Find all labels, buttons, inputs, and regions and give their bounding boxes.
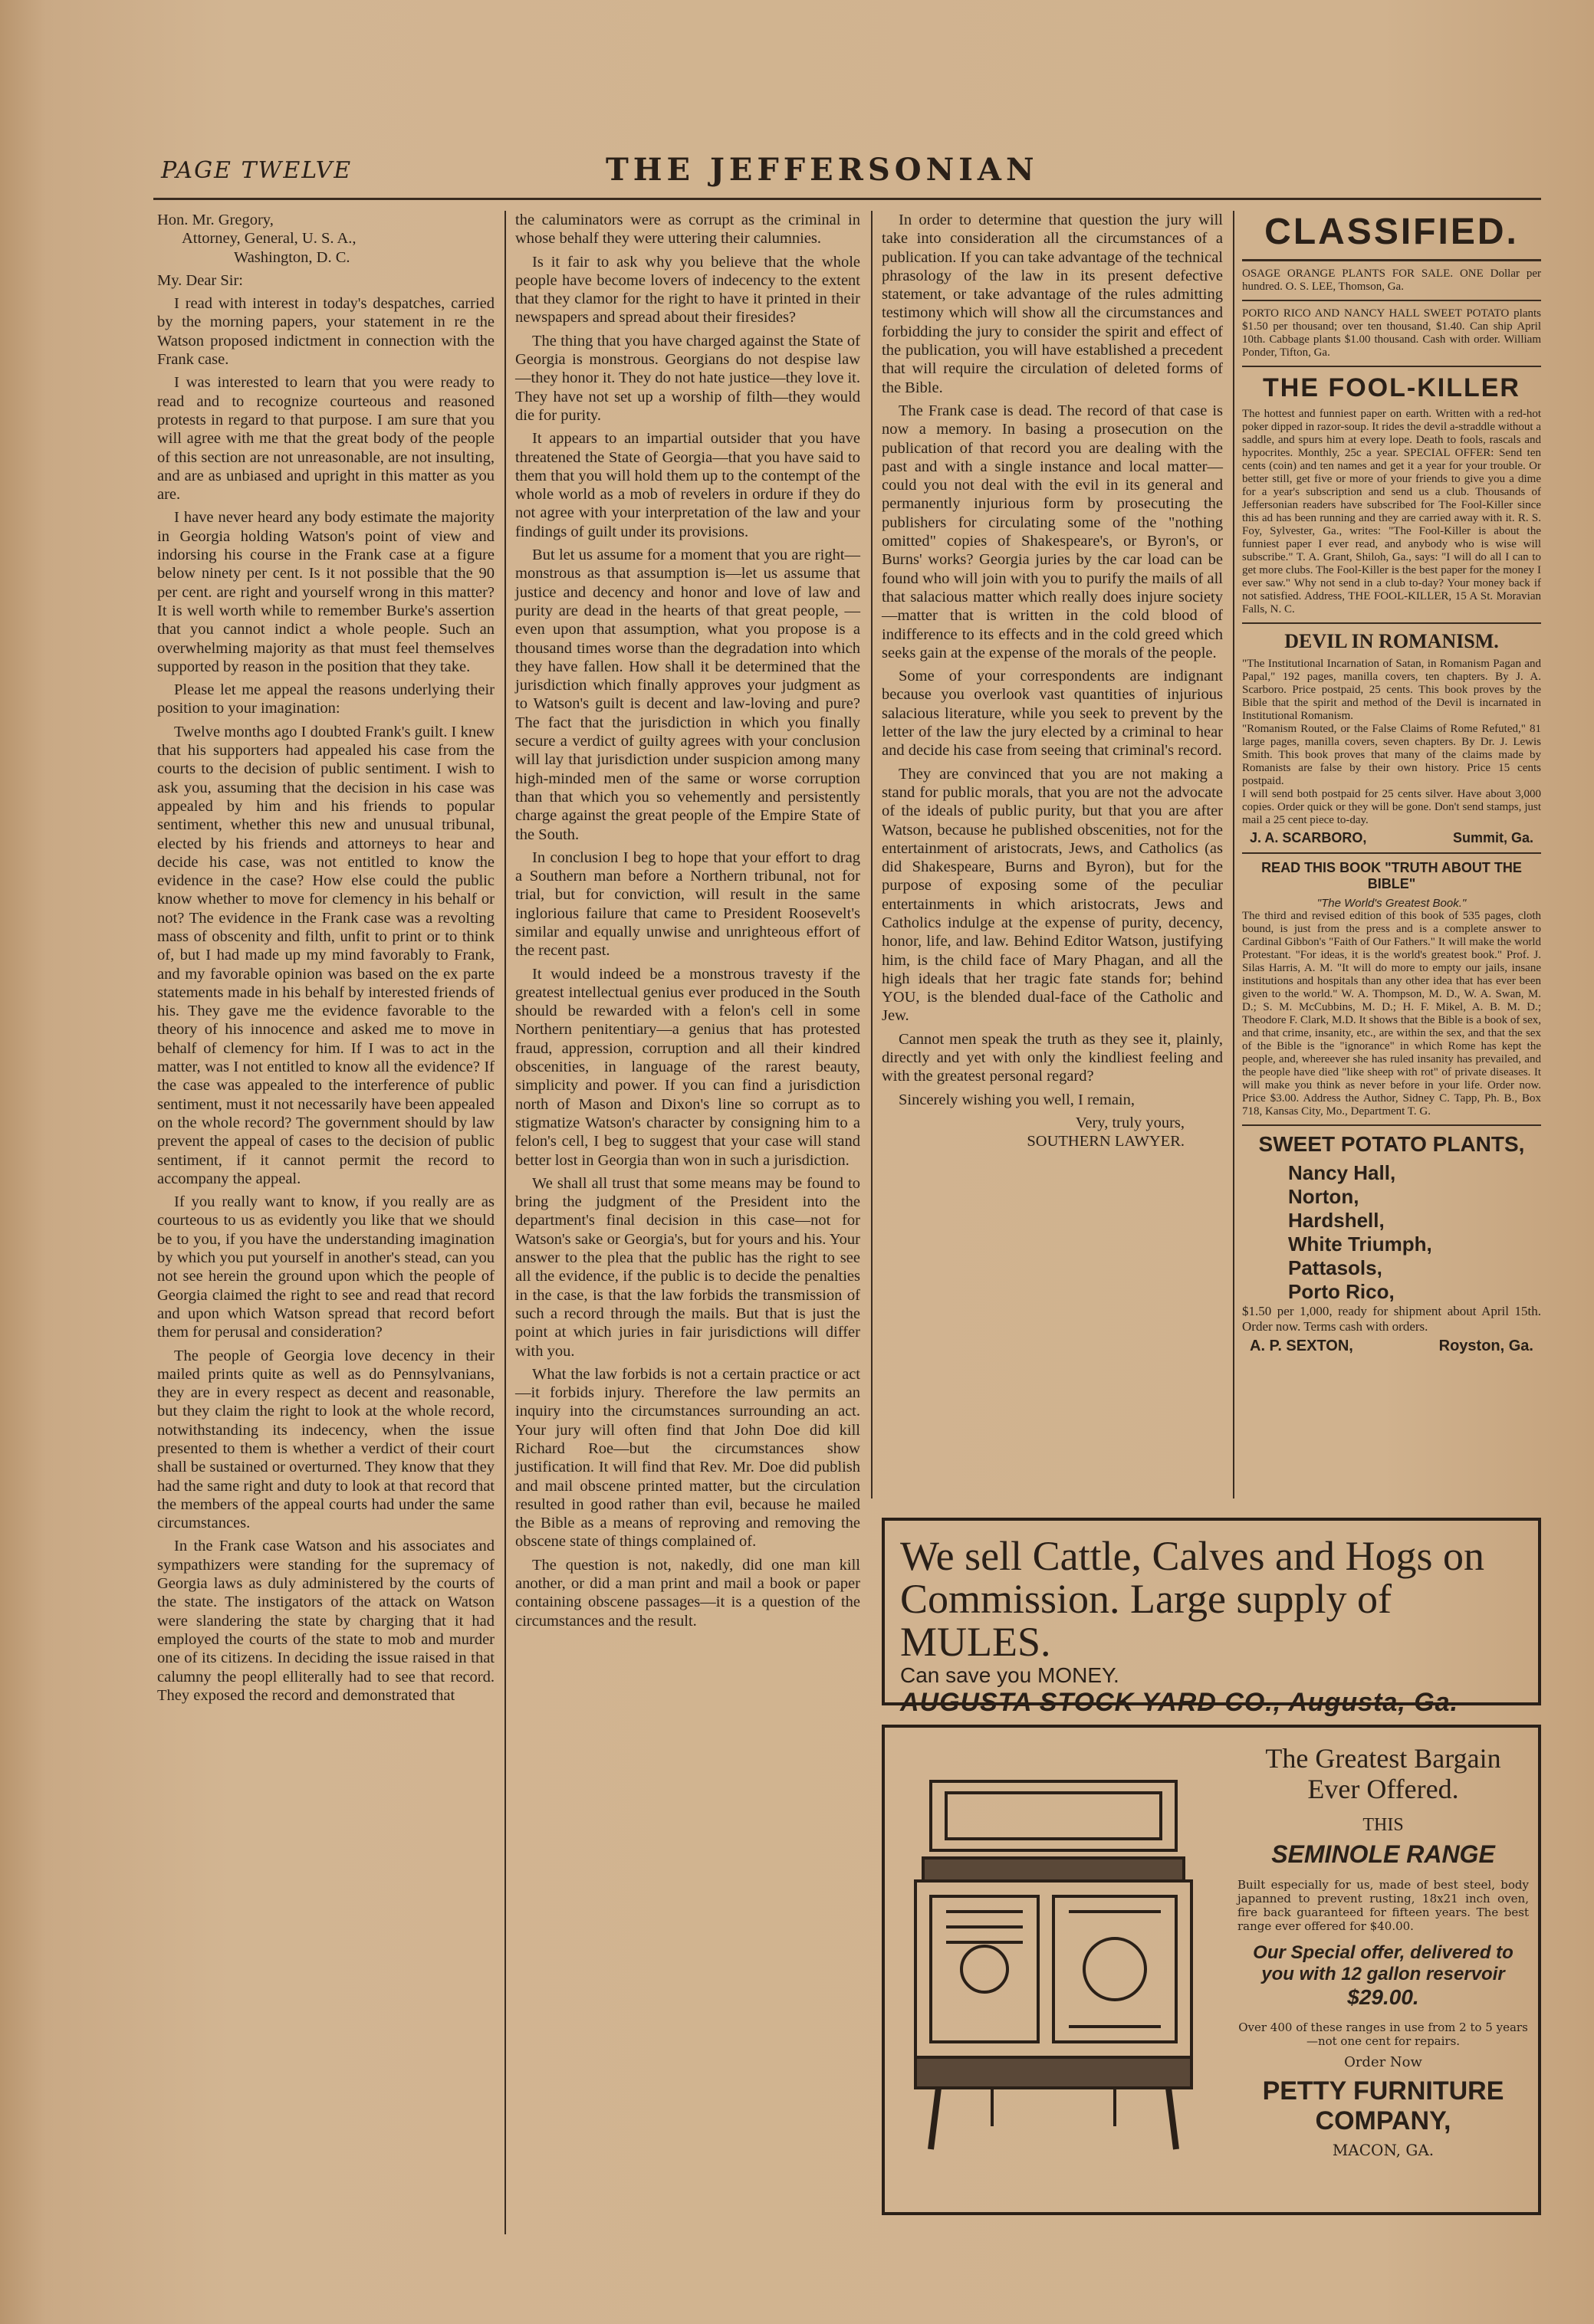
paragraph: The Frank case is dead. The record of that case is now a memory. In basing a prosecution on the publication of that record you are dealing with the past and with a single instance and local matter—could you not deal with the evil in its general and permanently injurious form by prosecuting the publishers for circulating some of the "nothing omitted" copies of Shakespeare's, or Byron's, or Burns' works? Georgia juries by the car load can be found who will join with you to purify the mails of all that salacious matter which really does injure society—matter that is written in the cold blood of indifference to its effects and in the cold greed which seeks gain at the expense of the morals of the people.	[882, 402, 1223, 661]
paragraph: Please let me appeal the reasons underlying their position to your imagination:	[157, 681, 495, 717]
paragraph: If you really want to know, if you really are as courteous to us as evidently you like that we should be to you, if you have the understanding imagination by which you put yourself in another's stead, can you not see herein the ground upon which the people of Georgia claimed the right to see and read that record and upon which Watson spread that record befort them for perusal and consideration?	[157, 1193, 495, 1341]
ad-porto-rico: PORTO RICO AND NANCY HALL SWEET POTATO plants $1.50 per thousand; over ten thousand, $1.40. Can ship April 10th. Cabbage plants $1.00 thousand. Cash with order. William Ponder, Tifton, Ga.	[1242, 307, 1541, 359]
devil-body-1: "The Institutional Incarnation of Satan, in Romanism Pagan and Papal," 192 pages, manilla covers, ten chapters. By J. A. Scarboro. Price postpaid, 25 cents. This book proves by the Bible that the spirit and method of the Devil is incarnated in Institutional Romanism.	[1242, 658, 1541, 722]
variety-item: Porto Rico,	[1288, 1280, 1395, 1303]
paragraph: Is it fair to ask why you believe that the whole people have become lovers of indecency to the extent that they clamor for the right to have it printed in their newspapers and spread about their firesides?	[515, 253, 860, 327]
paragraph: The question is not, nakedly, did one man kill another, or did a man print and mail a book or paper containing obscene passages—it is a question of the circumstances and the result.	[515, 1556, 860, 1630]
ad-osage: OSAGE ORANGE PLANTS FOR SALE. ONE Dollar per hundred. O. S. LEE, Thomson, Ga.	[1242, 268, 1541, 293]
ad-divider	[1242, 300, 1541, 301]
paragraph: We shall all trust that some means may be found to bring the judgment of the President into the department's final decision in this case—not for Watson's sake or Georgia's, but for yours and his. Your answer to the plea that the public has the right to see all the evidence, if the public is to decide the penalties in the case, is that the law forbids the transmission of such a record through the mails. But that is just the point at which juries in fair jurisdictions will differ with you.	[515, 1174, 860, 1360]
paragraph: In conclusion I beg to hope that your effort to drag a Southern man before a Northern tribunal, not for trial, but for conviction, will result in the same inglorious failure that came to President Roosevelt's similar and equally unwise and unrighteous effort of the recent past.	[515, 849, 860, 960]
paragraph: I have never heard any body estimate the majority in Georgia holding Watson's point of view and indorsing his course in the Frank case at a figure below ninety per cent. Is it not possible that the 90 per cent. are right and yourself wrong in this matter? It is well worth while to remember Burke's assertion that you cannot indict a whole people. Such an overwhelming majority as that must feel themselves supported by reason in the position that they take.	[157, 509, 495, 675]
paragraph: Sincerely wishing you well, I remain,	[899, 1091, 1136, 1108]
ad-seminole-range	[882, 1725, 1541, 2215]
sexton-place: Royston, Ga.	[1438, 1338, 1533, 1354]
variety-item: Nancy Hall,	[1288, 1161, 1396, 1184]
paragraph: Some of your correspondents are indignant because you overlook vast quantities of injurious salacious literature, while you seek to prevent by the letter of the law the jury elected by a criminal to hear and decide his case from seeing that criminal's record.	[882, 668, 1223, 760]
paragraph: The thing that you have charged against the State of Georgia is monstrous. Georgians do not despise law —they honor it. They do not hate justice—they love it. They have not set up a worship of filth—they would die for purity.	[515, 332, 860, 424]
sweet-potato-body: $1.50 per 1,000, ready for shipment about April 15th. Order now. Terms cash with orders.	[1242, 1304, 1541, 1334]
cattle-line-4: AUGUSTA STOCK YARD CO., Augusta, Ga.	[900, 1688, 1459, 1717]
range-description: Built especially for us, made of best steel, body japanned to prevent rusting, 18x21 inch oven, fire back guaranteed for fifteen years. The best range ever offered for $40.00.	[1237, 1878, 1529, 1933]
column-rule	[504, 211, 506, 2234]
cattle-line-3: Can save you MONEY.	[900, 1663, 1119, 1687]
masthead: THE JEFFERSONIAN	[606, 152, 1039, 188]
range-price: $29.00.	[1347, 1985, 1419, 2009]
variety-item: Hardshell,	[1288, 1209, 1385, 1232]
devil-body-2: "Romanism Routed, or the False Claims of Rome Refuted," 81 large pages, manilla covers, seven chapters. By Dr. J. Lewis Smith. This book proves that many of the claims made by Romanists are false by their own history. Price 15 cents postpaid.	[1242, 723, 1541, 787]
truth-bible-title: READ THIS BOOK "TRUTH ABOUT THE BIBLE"	[1261, 860, 1522, 891]
stove-illustration-icon	[900, 1758, 1207, 2172]
cattle-line-2: Commission. Large supply of MULES.	[900, 1576, 1392, 1665]
address-line: Washington, D. C.	[234, 248, 350, 266]
ad-divider	[1242, 1124, 1541, 1126]
signature: SOUTHERN LAWYER.	[1027, 1133, 1185, 1151]
classified-rule	[1242, 259, 1541, 261]
devil-title: DEVIL IN ROMANISM.	[1284, 630, 1499, 652]
paragraph: In the Frank case Watson and his associates and sympathizers were standing for the supremacy of Georgia laws as duly administered by the courts of the state. The instigators of the attack on Watson were slandering the state by charging that it had employed the courts of the state to mob and murder one of its citizens. In deciding the issue raised in that calumny the peopl elliterally had to see that record. They exposed the record and demonstrated that	[157, 1538, 495, 1704]
sexton-name: A. P. SEXTON,	[1250, 1338, 1353, 1354]
fool-killer-body: The hottest and funniest paper on earth. Written with a red-hot poker dipped in razor-soup. It rides the devil a-straddle without a saddle, and spurs him at every lope. Death to fools, rascals and hypocrites. Monthly, 25c a year. SPECIAL OFFER: Send ten cents (coin) and ten names and get it a year for your trouble. Or better still, get five or more of your friends to give you a dime for a year's subscription and send us a club. Thousands of Jeffersonian readers have subscribed for The Fool-Killer since this ad has been running and they are carried away with it. R. S. Foy, Sylvester, Ga., writes: "The Fool-Killer is about the funniest paper I ever read, and anybody who is wise will subscribe." T. A. Grant, Shiloh, Ga., says: "I will do all I can to get more clubs. The Fool-Killer is the best paper for the money I ever saw." Why not send in a club to-day? Your money back if not satisfied. Address, THE FOOL-KILLER, 15 A St. Moravian Falls, N. C.	[1242, 408, 1541, 615]
paragraph: It would indeed be a monstrous travesty if the greatest intellectual genius ever produced in the South should be rewarded with a felon's cell in some Northern penitentiary—a genius that has protested fraud, appression, corruption and all their kindred obscenities, in language of the rarest beauty, simplicity and power. If you can find a jurisdiction north of Mason and Dixon's line so corrupt as to stigmatize Watson's character by consigning him to a felon's cell, I beg to suggest that your case will stand better lost in Georgia than won in such a jurisdiction.	[515, 965, 860, 1169]
range-this: THIS	[1362, 1815, 1404, 1835]
paragraph: It appears to an impartial outsider that you have threatened the State of Georgia—that you have said to them that you will hold them up to the contempt of the whole world as a mob of revelers in ordure if they do not agree with your interpretation of the law and your findings of guilt under its provisions.	[515, 430, 860, 540]
classified-title: CLASSIFIED.	[1264, 212, 1519, 252]
range-product: SEMINOLE RANGE	[1271, 1840, 1495, 1868]
truth-bible-body: The third and revised edition of this book of 535 pages, cloth bound, is just from the press and is a complete answer to Cardinal Gibbon's "Faith of Our Fathers." It will make the world Protestant. "For ideas, it is the world's greatest book." Prof. J. Silas Harris, A. M. "It will do more to empty our jails, insane institutions and hospitals than any other idea that has ever been given to the world." W. A. Thompson, M. D., W. A. Swan, M. D.; S. M. McCubbins, M. D.; H. F. Mikel, A. B. M. D.; Theodore F. Clark, M.D. It shows that the Bible is a book of sex, and that crime, insanity, etc., are within the sex, and that the sex of the Bible is the "ignorance" in which Rome has kept the people, and, whereever she has ruled insanity has prevailed, and the people have died "like sheep with rot" of private diseases. It will make you think as never before in your life. Order now. Price $3.00. Address the Author, Sidney C. Tapp, Ph. B., Box 718, Kansas City, Mo., Department T. G.	[1242, 910, 1541, 1118]
paragraph: But let us assume for a moment that you are right—monstrous as that assumption is—let us assume that justice and decency and honor and love of law and purity are dead in the hearts of that great people, —even upon that assumption, what you propose is a thousand times worse than the degradation into which they have fallen. How shall it be determined that the jurisdiction which finally approves your judgment as to Watson's guilt is decent and law-loving and pure? The fact that the jurisdiction in which you finally secure a verdict of guilty agrees with your conclusion will lay that jurisdiction under suspicion among many high-minded men of the same or worse corruption than that which you so vehemently and persistently charge against the great people of the Empire State of the South.	[515, 547, 860, 843]
sweet-potato-title: SWEET POTATO PLANTS,	[1258, 1132, 1525, 1156]
ad-augusta-stock-yard	[882, 1518, 1541, 1717]
paragraph: They are convinced that you are not making a stand for public morals, that you are not the advocate of the ideals of public purity, but that you are after Watson, because he published obscenities, not for the entertainment of aristocrats, Jews, and Catholics (as did Shakespeare, Burns and Byron), but for the purpose of exposing some of the peculiar entertainments in which aristocrats, Jews and Catholics indulge at the expense of purity, decency, honor, life, and law. Behind Editor Watson, justifying him, is the child face of Mary Phagan, and all the high ideals that her tragic fate stands for; behind YOU, is the blended dual-face of the Catholic and Jew.	[882, 765, 1223, 1025]
paragraph: The people of Georgia love decency in their mailed prints quite as well as do Pennsylvanians, they are in every respect as decent and reasonable, but they claim the right to look at the whole record, notwithstanding its indecency, when the issue presented to them is whether a verdict of their court shall be sustained or overturned. They know that they had the same right and duty to look at that record that the members of the appeal courts had under the same circumstances.	[157, 1347, 495, 1532]
range-note: Over 400 of these ranges in use from 2 to 5 years—not one cent for repairs.	[1238, 2020, 1528, 2048]
address-line: Hon. Mr. Gregory,	[157, 212, 274, 228]
range-text	[1237, 1743, 1529, 2159]
range-headline: The Greatest Bargain Ever Offered.	[1265, 1743, 1501, 1804]
letter-address	[157, 211, 495, 267]
address-line: Attorney, General, U. S. A.,	[182, 230, 357, 248]
range-order: Order Now	[1344, 2054, 1422, 2070]
paragraph: I was interested to learn that you were ready to read and to recognize courteous and reasoned protests in regard to that purpose. I am sure that you will agree with me that the great body of the people of this section are not unreasonable, are not insulting, and are as unbiased and upright in this matter as you are.	[157, 374, 495, 504]
closing: Very, truly yours,	[1075, 1114, 1185, 1131]
paragraph: What the law forbids is not a certain practice or act—it forbids injury. Therefore the law permits an inquiry into the circumstances surrounding an act. Your jury will often find that John Doe did kill Richard Roe—but the circumstances show justification. It will find that Rev. Mr. Doe did publish and mail obscene printed matter, but the circulation resulted in good rather than evil, because he mailed the Bible as a means of reproving and removing the obscene state of things complained of.	[515, 1365, 860, 1551]
paragraph: the caluminators were as corrupt as the criminal in whose behalf they were uttering their calumnies.	[515, 212, 860, 248]
column-rule	[1233, 211, 1234, 1498]
page-label: PAGE TWELVE	[161, 157, 353, 184]
range-company: PETTY FURNITURE COMPANY,	[1262, 2076, 1504, 2135]
range-offer: Our Special offer, delivered to you with 12 gallon reservoir	[1253, 1942, 1513, 1984]
letter-column-1	[157, 211, 495, 1709]
sweet-potato-varieties	[1242, 1161, 1541, 1304]
devil-signature	[1242, 830, 1541, 846]
truth-bible-subtitle: "The World's Greatest Book."	[1316, 897, 1467, 910]
devil-body-3: I will send both postpaid for 25 cents silver. Have about 3,000 copies. Order quick or they will be gone. Don't send stamps, just mail a 25 cent piece to-day.	[1242, 788, 1541, 826]
classified-column	[1242, 211, 1541, 1355]
header-rule	[153, 198, 1541, 200]
sweet-potato-signature	[1242, 1338, 1541, 1355]
paragraph: Cannot men speak the truth as they see it, plainly, directly and yet with only the kindliest feeling and with the greatest personal regard?	[882, 1030, 1223, 1085]
variety-item: Norton,	[1288, 1185, 1359, 1208]
cattle-line-1: We sell Cattle, Calves and Hogs on	[900, 1533, 1485, 1579]
ad-divider	[1242, 622, 1541, 624]
salutation: My. Dear Sir:	[157, 271, 243, 289]
letter-column-2	[515, 211, 860, 1635]
variety-item: Pattasols,	[1288, 1256, 1382, 1279]
paragraph: In order to determine that question the jury will take into consideration all the circumstances of a publication. If you can take advantage of the technical phrasology of the law in its present defective statement, or take advantage of the rules admitting testimony which will show all the circumstances and forbidding the jury to consider the spirit and effect of the publication, you will have established a precedent that will require the circulation of deleted forms of the Bible.	[882, 212, 1223, 396]
column-rule	[871, 211, 873, 1498]
fool-killer-title: THE FOOL-KILLER	[1263, 373, 1520, 402]
variety-item: White Triumph,	[1288, 1233, 1432, 1256]
letter-column-3	[882, 211, 1223, 1151]
devil-sig-place: Summit, Ga.	[1452, 830, 1533, 845]
ad-divider	[1242, 366, 1541, 367]
devil-sig-name: J. A. SCARBORO,	[1250, 830, 1367, 845]
ad-divider	[1242, 852, 1541, 854]
paragraph: Twelve months ago I doubted Frank's guilt. I knew that his supporters had appealed his case from the courts to the decision of public sentiment. I wish to ask you, assuming that the decision in his case was appealed by him and his friends to popular sentiment, whether this new and unusual tribunal, elected by his friends and attorneys to hear and decide his case, was not entitled to know the evidence in the case? How else could the public know whether to move for clemency in his behalf or not? The evidence in the Frank case was a revolting mass of obscenity and filth, unfit to print or to think of, but I had made up my mind favorably to Frank, and my favorable opinion was based on the ex parte statements made in his behalf by interested friends of his. They gave me the evidence favorable to the theory of his innocence and asked me to move in behalf of clemency for him. If I was to act in the matter, was I not entitled to know all the evidence? If the case was appealed to the interference of public sentiment, must it not necessarily have been appealed on the whole record? The government should by law prevent the appeal of cases to the decision of public sentiment, if it cannot permit the record to accompany the appeal.	[157, 723, 495, 1187]
range-city: MACON, GA.	[1332, 2141, 1435, 2159]
paragraph: I read with interest in today's despatches, carried by the morning papers, your statement in re the Watson proposed indictment in connection with the Frank case.	[157, 295, 495, 369]
